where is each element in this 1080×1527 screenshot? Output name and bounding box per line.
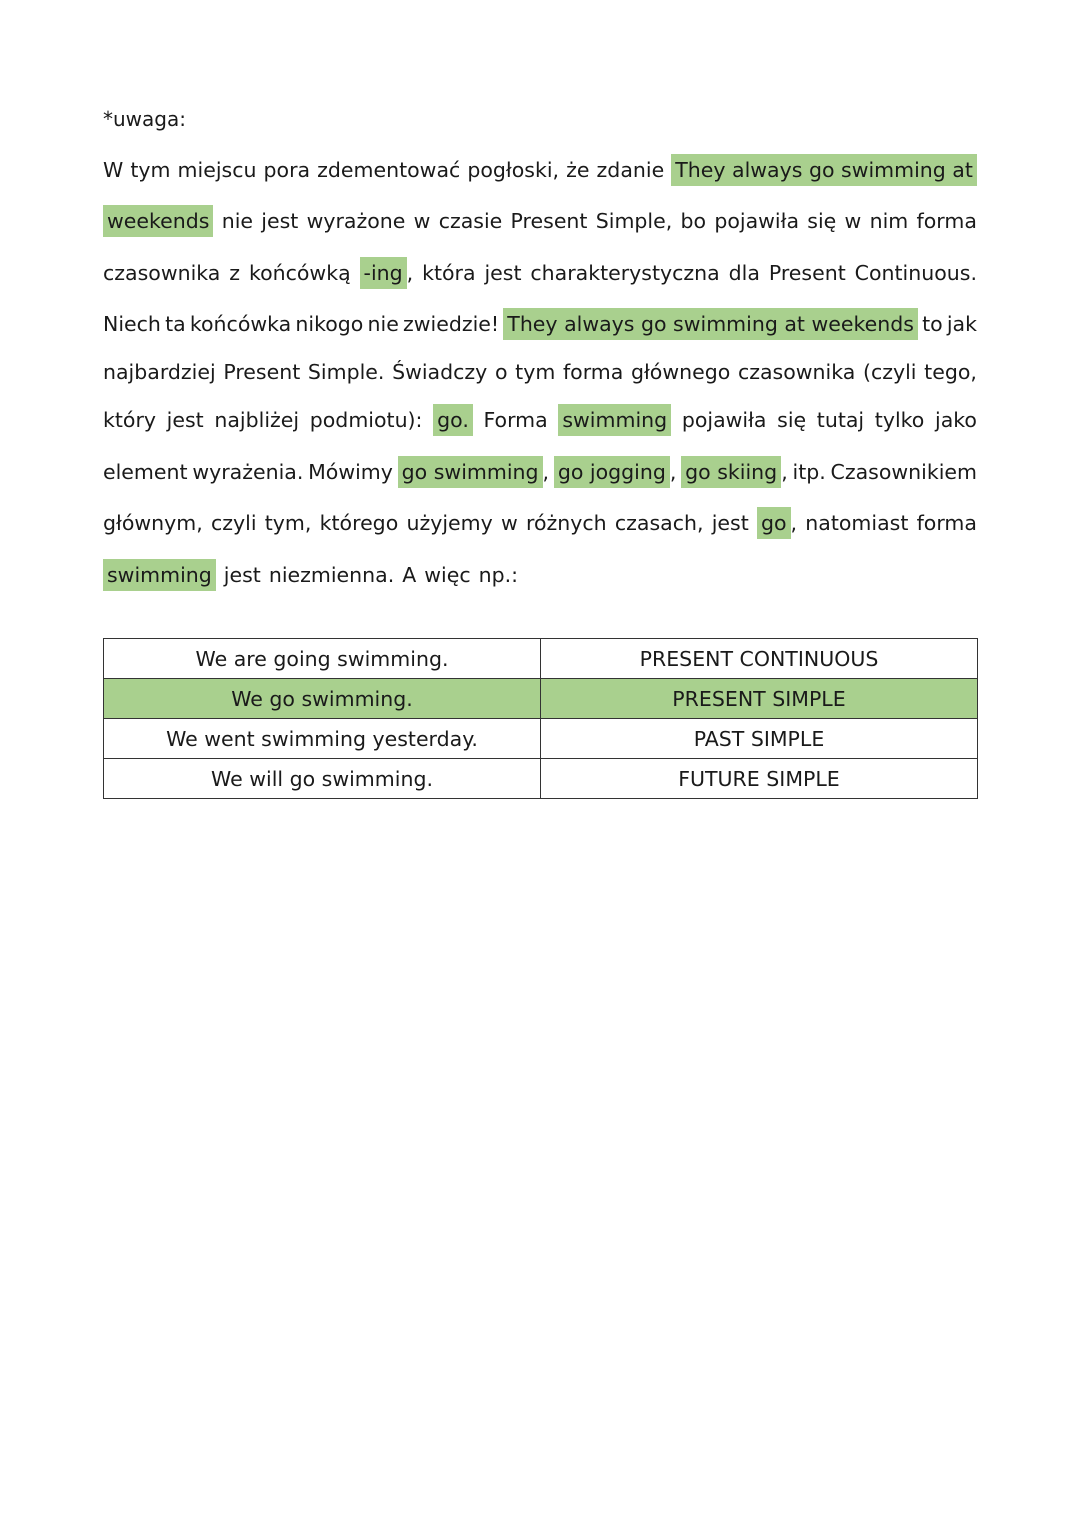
word-text: nie: [367, 312, 399, 336]
word-text: charakterystyczna: [530, 261, 720, 285]
word: [103, 555, 216, 595]
example-sentence-cell: We are going swimming.: [104, 639, 541, 679]
word-text: najbliżej: [214, 408, 300, 432]
word: [682, 400, 767, 440]
word: [935, 400, 977, 440]
word: [738, 352, 855, 392]
word-text: ,: [669, 460, 677, 484]
word: [777, 400, 806, 440]
word-text: to: [922, 312, 943, 336]
word-text: nim: [869, 209, 909, 233]
paragraph-line: [103, 304, 977, 344]
word: [596, 201, 673, 241]
word-text: więc: [424, 563, 471, 587]
word: [402, 555, 416, 595]
word: [807, 201, 836, 241]
word-text: Niech: [103, 312, 161, 336]
example-sentence-cell: We go swimming.: [104, 679, 541, 719]
word-text: ,: [542, 460, 550, 484]
word-text: jest: [484, 261, 522, 285]
word-text: ta: [165, 312, 186, 336]
highlighted-phrase: weekends: [103, 205, 213, 237]
word: [392, 352, 487, 392]
word-text: tym: [515, 360, 556, 384]
word: [631, 352, 730, 392]
word-text: ,: [790, 511, 798, 535]
word-text: głównego: [630, 360, 731, 384]
word-text: tego,: [924, 360, 977, 384]
word: [264, 150, 311, 190]
word: [265, 503, 312, 543]
word-text: końcówką: [248, 261, 351, 285]
word: [269, 555, 394, 595]
word: [103, 503, 203, 543]
word: [320, 503, 399, 543]
word-text: jest: [166, 408, 204, 432]
word: [223, 352, 300, 392]
word: [597, 150, 665, 190]
paragraph-line: [103, 400, 977, 440]
word-text: który: [103, 408, 157, 432]
word-text: dla: [728, 261, 760, 285]
word-text: jest: [261, 209, 299, 233]
word-text: w: [500, 511, 518, 535]
word: [757, 503, 797, 543]
word: [295, 304, 363, 344]
highlighted-phrase: go jogging: [554, 456, 670, 488]
word-text: Simple.: [307, 360, 385, 384]
word-text: tutaj: [816, 408, 865, 432]
word-text: w: [413, 209, 431, 233]
word-text: pojawiła: [681, 408, 767, 432]
word-text: (czyli: [862, 360, 917, 384]
word-text: pora: [263, 158, 311, 182]
word: [307, 201, 406, 241]
word-text: że: [566, 158, 590, 182]
word-text: którego: [319, 511, 399, 535]
word: [249, 253, 351, 293]
example-sentence-cell: We went swimming yesterday.: [104, 719, 541, 759]
highlighted-phrase: go.: [433, 404, 473, 436]
word: [222, 201, 253, 241]
highlighted-phrase: swimming: [103, 559, 216, 591]
word-text: W: [103, 158, 124, 182]
word-text: czasownika: [103, 261, 221, 285]
word-text: tym: [130, 158, 171, 182]
word: [845, 201, 862, 241]
tense-name-cell: PRESENT CONTINUOUS: [541, 639, 978, 679]
table-row: [104, 639, 978, 679]
word: [484, 400, 548, 440]
word-text: Present: [768, 261, 846, 285]
word-text: itp.: [792, 460, 826, 484]
word-text: Present: [510, 209, 588, 233]
word: [308, 452, 393, 492]
highlighted-phrase: go: [757, 507, 791, 539]
word-text: nikogo: [295, 312, 364, 336]
word-text: Forma: [483, 408, 548, 432]
word-text: Continuous.: [854, 261, 977, 285]
word: [855, 253, 977, 293]
word: [681, 201, 707, 241]
paragraph-line: [103, 503, 977, 543]
word-text: natomiast: [805, 511, 909, 535]
paragraph-line: [103, 555, 977, 595]
highlighted-phrase: -ing: [360, 257, 407, 289]
word: [479, 555, 518, 595]
word: [403, 304, 499, 344]
word-text: nie: [221, 209, 254, 233]
word: [310, 400, 423, 440]
word-text: Simple,: [595, 209, 673, 233]
word: [229, 253, 240, 293]
word: [714, 201, 799, 241]
word-text: Świadczy: [392, 360, 488, 384]
word-text: Mówimy: [308, 460, 393, 484]
paragraph-line: [103, 150, 977, 190]
word-text: z: [229, 261, 241, 285]
word-text: niezmienna.: [268, 563, 395, 587]
word-text: pogłoski,: [467, 158, 560, 182]
word: [863, 352, 917, 392]
example-sentence-cell: We will go swimming.: [104, 759, 541, 799]
word: [398, 452, 549, 492]
word-text: zwiedzie!: [402, 312, 500, 336]
table-row: [104, 759, 978, 799]
word-text: o: [494, 360, 508, 384]
word-text: ,: [406, 261, 414, 285]
word-text: czasie: [438, 209, 503, 233]
word: [130, 150, 170, 190]
word: [211, 503, 257, 543]
word-text: wyrażenia.: [192, 460, 304, 484]
word-text: forma: [562, 360, 624, 384]
word: [439, 201, 503, 241]
word-text: głównym,: [103, 511, 203, 535]
word: [501, 503, 518, 543]
word-text: pojawiła: [714, 209, 800, 233]
word: [917, 503, 977, 543]
paragraph-line: [103, 201, 977, 241]
word: [317, 150, 460, 190]
word-text: forma: [916, 209, 977, 233]
word: [875, 400, 925, 440]
word: [615, 503, 704, 543]
word-text: końcówka: [189, 312, 292, 336]
word: [103, 452, 188, 492]
word: [558, 400, 671, 440]
word: [563, 352, 623, 392]
word: [924, 352, 977, 392]
word-text: ,: [781, 460, 788, 484]
word-text: różnych: [525, 511, 607, 535]
word: [224, 555, 261, 595]
paragraph-line: [103, 352, 977, 392]
word-text: bo: [680, 209, 707, 233]
tense-name-cell: FUTURE SIMPLE: [541, 759, 978, 799]
word-text: się: [777, 408, 807, 432]
word: [103, 304, 161, 344]
word-text: wyrażone: [306, 209, 406, 233]
word: [515, 352, 555, 392]
word: [554, 452, 677, 492]
highlighted-phrase: They always go swimming at weekends: [503, 308, 918, 340]
word-text: Present: [223, 360, 301, 384]
word: [214, 400, 299, 440]
word: [192, 452, 303, 492]
word: [103, 400, 156, 440]
word-text: Czasownikiem: [830, 460, 977, 484]
paragraph-line: [103, 452, 977, 492]
word-text: tylko: [874, 408, 925, 432]
word-text: jako: [935, 408, 977, 432]
word: [712, 503, 749, 543]
word: [769, 253, 846, 293]
word-text: najbardziej: [103, 360, 216, 384]
highlighted-phrase: go skiing: [681, 456, 781, 488]
word-text: tym,: [264, 511, 312, 535]
tense-examples-table: [103, 638, 978, 799]
word: [308, 352, 385, 392]
table-row: [104, 679, 978, 719]
word-text: forma: [916, 511, 977, 535]
word: [165, 304, 186, 344]
word-text: jest: [711, 511, 749, 535]
word: [103, 253, 220, 293]
word-text: jak: [946, 312, 977, 336]
tense-name-cell: PRESENT SIMPLE: [541, 679, 978, 719]
word: [870, 201, 909, 241]
word-text: jest: [223, 563, 261, 587]
word-text: czasach,: [614, 511, 704, 535]
word-text: np.:: [478, 563, 519, 587]
paragraph-line: [103, 253, 977, 293]
word: [917, 201, 977, 241]
word: [681, 452, 788, 492]
word-text: się: [807, 209, 837, 233]
word: [178, 150, 257, 190]
word: [831, 452, 977, 492]
word: [103, 150, 123, 190]
word: [503, 304, 918, 344]
word-text: użyjemy: [406, 511, 493, 535]
word: [805, 503, 908, 543]
word: [511, 201, 588, 241]
word-text: czyli: [210, 511, 257, 535]
highlighted-phrase: swimming: [558, 404, 671, 436]
word-text: zdementować: [317, 158, 461, 182]
word-text: A: [402, 563, 417, 587]
word: [422, 253, 475, 293]
word: [406, 503, 492, 543]
word: [433, 400, 473, 440]
word: [566, 150, 589, 190]
word: [467, 150, 559, 190]
word: [167, 400, 204, 440]
word: [495, 352, 508, 392]
word: [424, 555, 470, 595]
word: [729, 253, 760, 293]
word: [414, 201, 431, 241]
word: [360, 253, 414, 293]
word-text: podmiotu):: [309, 408, 423, 432]
table-row: [104, 719, 978, 759]
highlighted-phrase: go swimming: [398, 456, 543, 488]
word: [530, 253, 719, 293]
word: [103, 201, 213, 241]
note-label: *uwaga:: [103, 107, 186, 131]
word-text: zdanie: [596, 158, 665, 182]
word-text: która: [422, 261, 476, 285]
word: [103, 352, 216, 392]
word-text: w: [844, 209, 862, 233]
word: [947, 304, 977, 344]
word-text: czasownika: [737, 360, 856, 384]
highlighted-phrase: They always go swimming at: [671, 154, 977, 186]
word: [190, 304, 291, 344]
word: [671, 150, 977, 190]
word: [368, 304, 399, 344]
word: [922, 304, 943, 344]
word-text: element: [103, 460, 188, 484]
tense-name-cell: PAST SIMPLE: [541, 719, 978, 759]
word: [261, 201, 298, 241]
word: [526, 503, 607, 543]
word-text: miejscu: [177, 158, 257, 182]
word: [817, 400, 864, 440]
word: [793, 452, 826, 492]
word: [484, 253, 521, 293]
